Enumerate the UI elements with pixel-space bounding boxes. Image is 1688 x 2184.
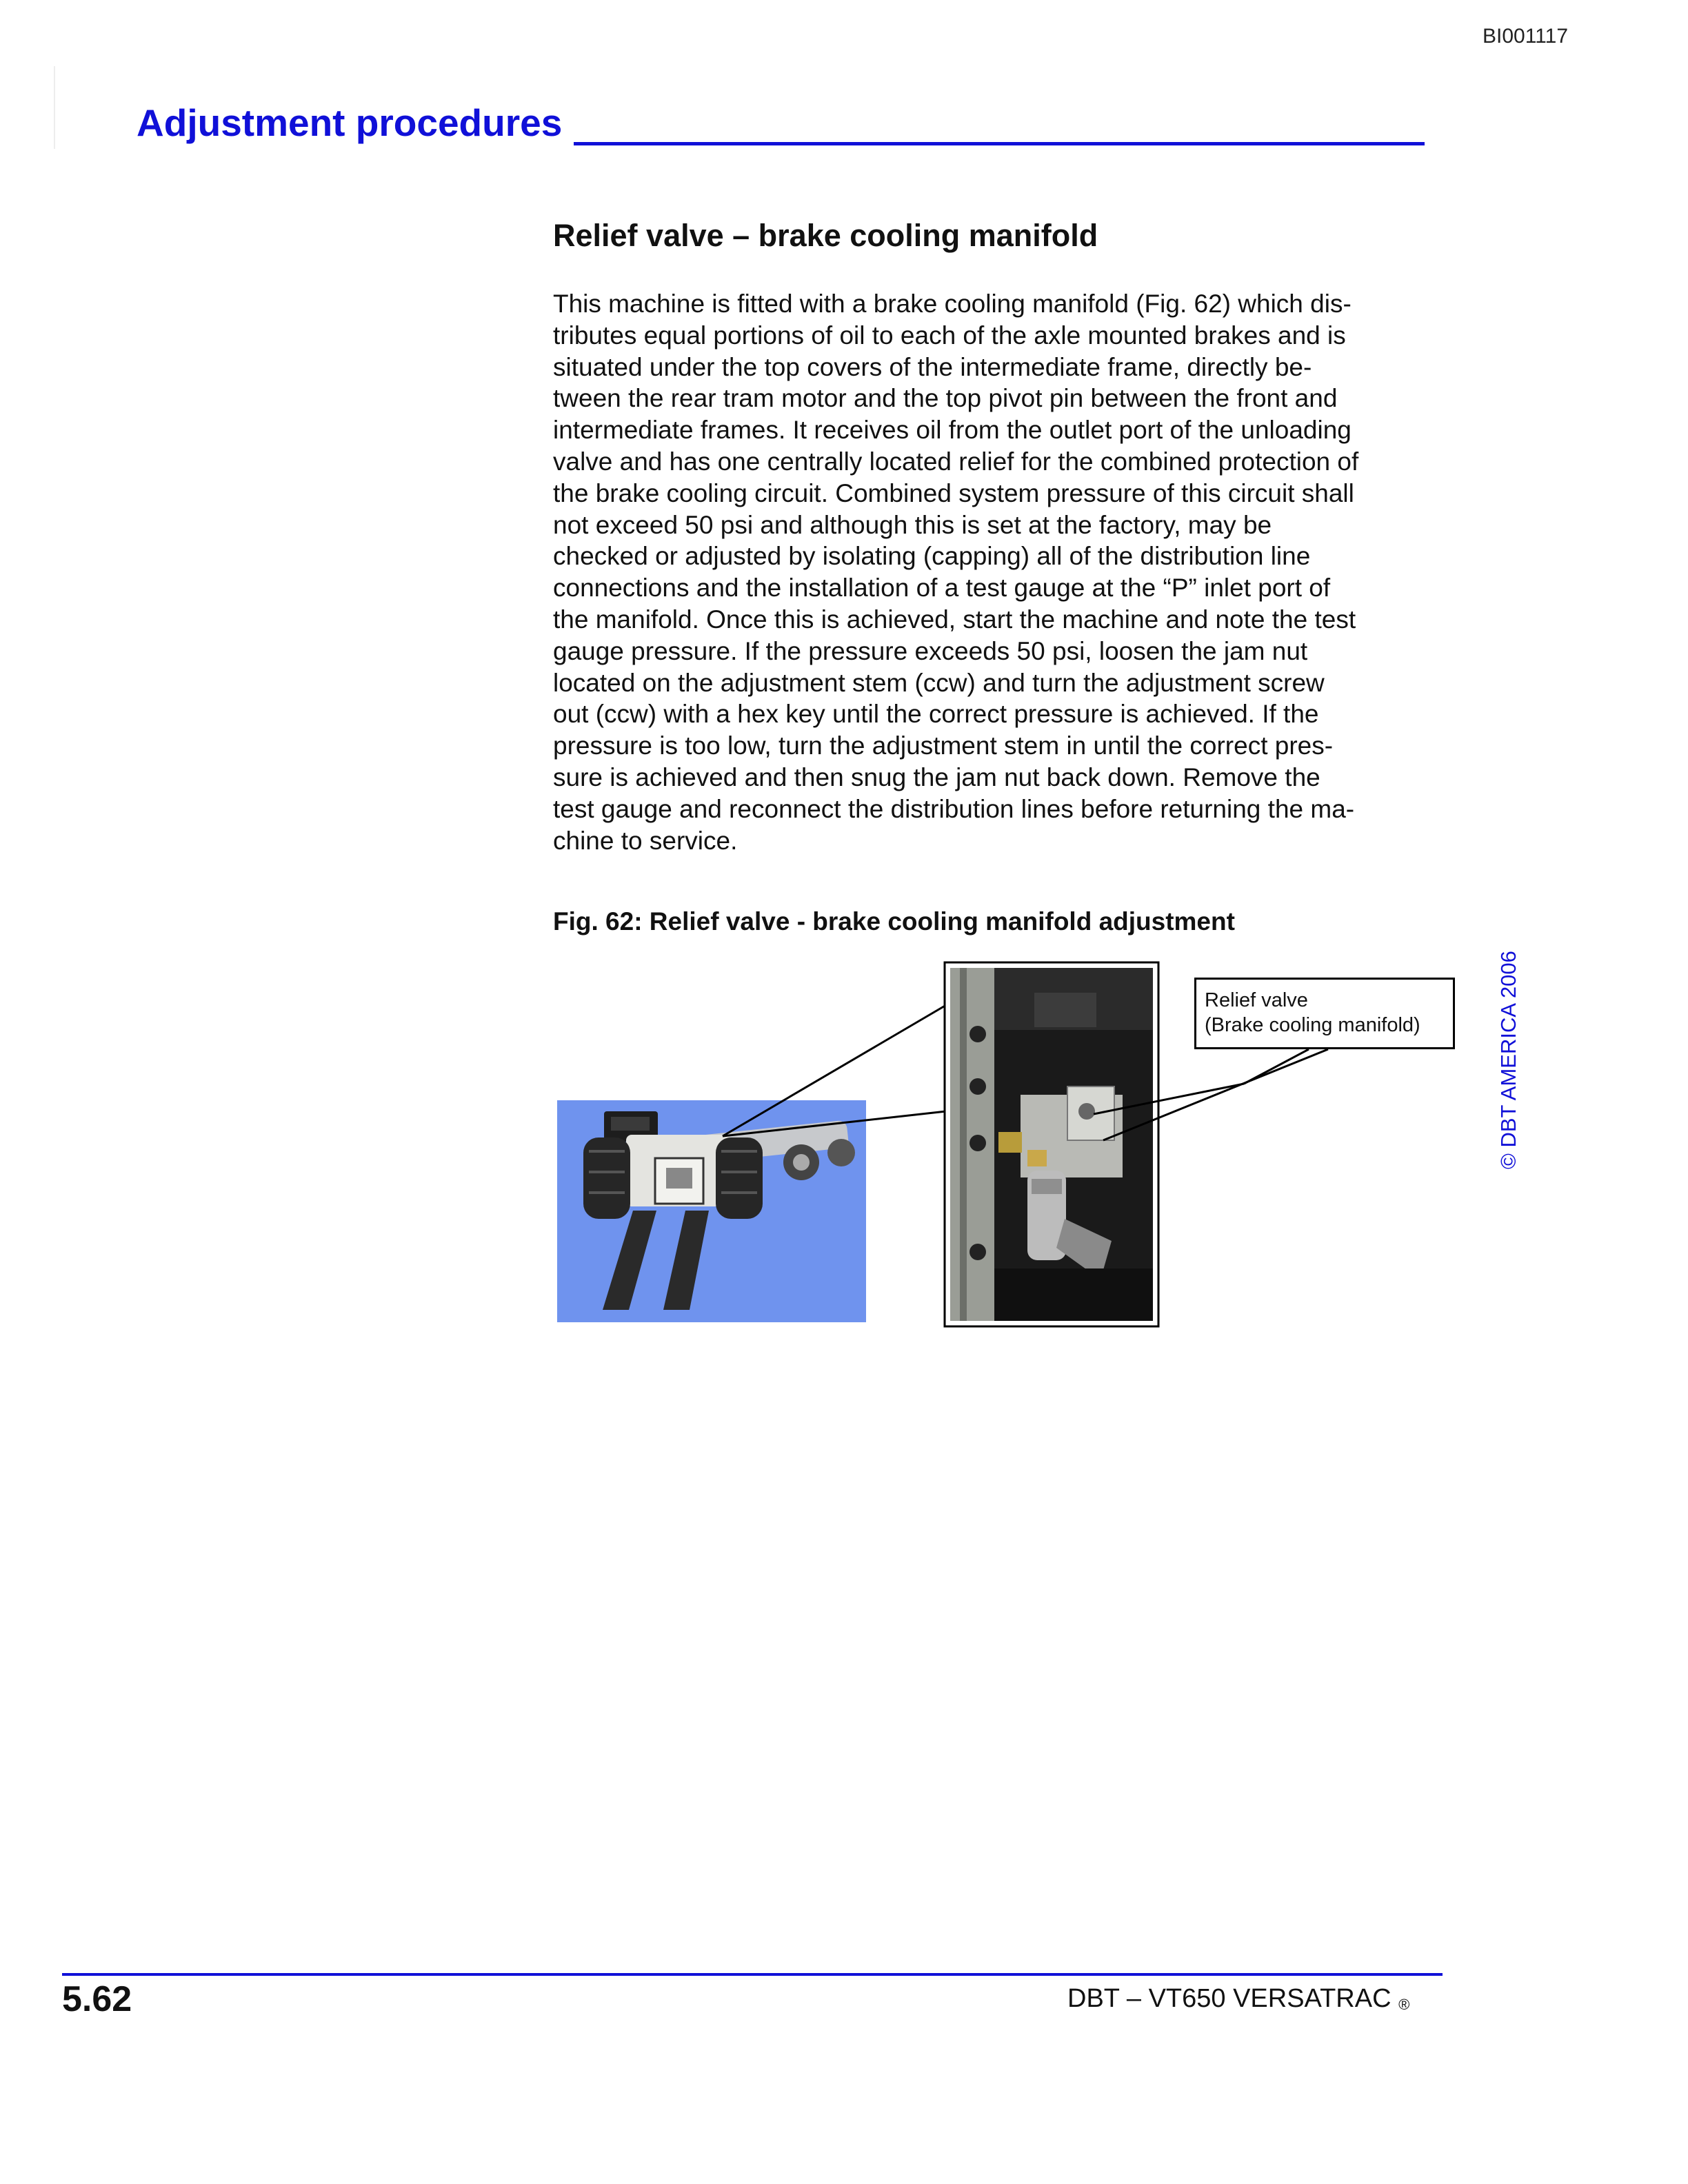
callout-line: (Brake cooling manifold)	[1205, 1014, 1420, 1036]
paragraph-line: checked or adjusted by isolating (capping) all of the distribution line	[553, 542, 1311, 571]
machine-overview-image	[557, 1100, 866, 1322]
paragraph-line: chine to service.	[553, 826, 738, 855]
section-title-underline	[574, 142, 1425, 145]
body-paragraph	[553, 288, 1422, 856]
paragraph-line: tween the rear tram motor and the top pivot pin between the front and	[553, 384, 1338, 413]
registered-mark: ®	[1398, 1996, 1410, 2013]
paragraph-line: situated under the top covers of the intermediate frame, directly be-	[553, 352, 1312, 381]
paragraph-line: out (ccw) with a hex key until the correct pressure is achieved. If the	[553, 700, 1319, 729]
paragraph-line: test gauge and reconnect the distribution lines before returning the ma-	[553, 794, 1355, 823]
footer-product-name	[1067, 1984, 1409, 2014]
footer-rule	[62, 1973, 1443, 1976]
figure-caption: Fig. 62: Relief valve - brake cooling manifold adjustment	[553, 907, 1235, 936]
product-name: DBT – VT650 VERSATRAC	[1067, 1984, 1391, 2013]
manifold-detail-photo	[945, 962, 1158, 1326]
paragraph-line: located on the adjustment stem (ccw) and turn the adjustment screw	[553, 668, 1325, 697]
paragraph-line: the manifold. Once this is achieved, start the machine and note the test	[553, 605, 1356, 634]
paragraph-line: valve and has one centrally located relief for the combined protection of	[553, 447, 1359, 476]
paragraph-line: connections and the installation of a test gauge at the “P” inlet port of	[553, 574, 1331, 603]
paragraph-line: sure is achieved and then snug the jam nut back down. Remove the	[553, 762, 1320, 791]
paragraph-line: gauge pressure. If the pressure exceeds 50 psi, loosen the jam nut	[553, 636, 1308, 665]
paragraph-line: the brake cooling circuit. Combined system pressure of this circuit shall	[553, 478, 1354, 507]
page-heading: Relief valve – brake cooling manifold	[553, 218, 1098, 253]
copyright-notice: © DBT AMERICA 2006	[1496, 951, 1520, 1169]
callout-line: Relief valve	[1205, 989, 1308, 1011]
paragraph-line: not exceed 50 psi and although this is set at the factory, may be	[553, 510, 1272, 539]
document-id: BI001117	[1483, 25, 1568, 48]
paragraph-line: intermediate frames. It receives oil from the outlet port of the unloading	[553, 416, 1352, 445]
paragraph-line: pressure is too low, turn the adjustment stem in until the correct pres-	[553, 731, 1334, 760]
page-number: 5.62	[62, 1979, 132, 2019]
section-title: Adjustment procedures	[137, 101, 563, 144]
margin-mark	[54, 66, 55, 149]
relief-valve-callout	[1194, 978, 1455, 1049]
paragraph-line: This machine is fitted with a brake cooling manifold (Fig. 62) which dis-	[553, 290, 1352, 318]
paragraph-line: tributes equal portions of oil to each of the axle mounted brakes and is	[553, 321, 1346, 350]
